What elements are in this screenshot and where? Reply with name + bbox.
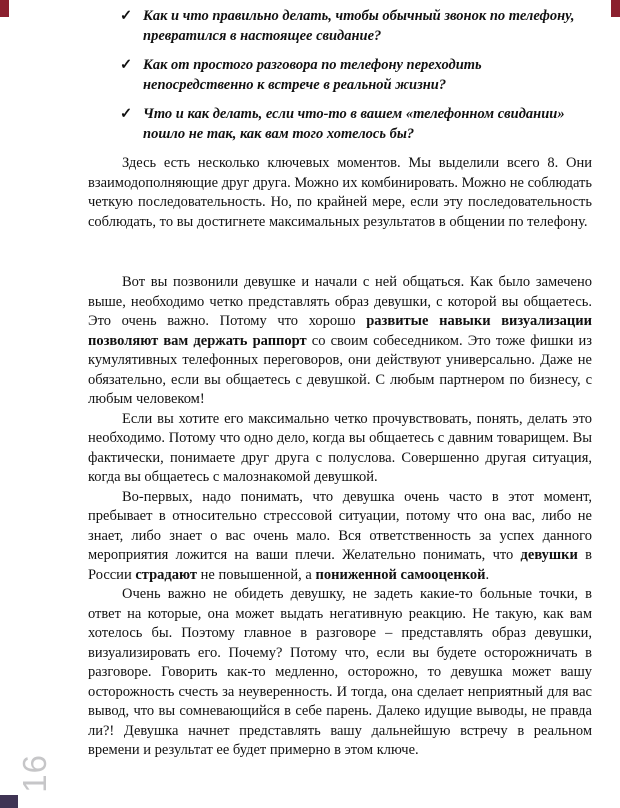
text-run: со своим собеседником. Это тоже фишки из кумулятивных телефонных переговоров, они действуют универсально. Даже не обязательно, если вы общаетесь с девушкой. С любым партнером по бизнесу, с любым человеком! [88, 332, 592, 407]
body-paragraph [88, 488, 592, 586]
body-paragraphs [88, 154, 592, 761]
checklist-item [120, 105, 588, 144]
body-paragraph [88, 273, 592, 410]
body-paragraph [88, 585, 592, 761]
body-paragraph [88, 410, 592, 488]
top-right-crop-mark [611, 0, 620, 17]
page-content [88, 7, 592, 761]
text-run: Здесь есть несколько ключевых моментов. Мы выделили всего 8. Они взаимодополняющие друг друга. Можно их комбинировать. Можно не соблюдать четкую последовательность. Но, по крайней мере, если эту последовательность соблюдать, то вы достигнете максимальных результатов в общении по телефону. [88, 155, 592, 230]
text-run: не повышенной, а [197, 566, 316, 583]
top-left-crop-mark [0, 0, 9, 17]
checklist [120, 7, 588, 144]
checklist-item [120, 7, 588, 46]
footer-square [0, 795, 18, 808]
page-number: 16 [16, 754, 53, 793]
checklist-item-text: Как от простого разговора по телефону переходить непосредственно к встрече в реальной жизни? [143, 57, 482, 93]
text-run: пониженной самооценкой [315, 566, 486, 583]
text-run: страдают [135, 566, 197, 583]
text-run: . [485, 566, 490, 583]
body-paragraph [88, 154, 592, 232]
text-run: в России [88, 547, 592, 583]
checklist-item [120, 56, 588, 95]
checkmark-icon: ✓ [120, 57, 133, 73]
checklist-item-text: Что и как делать, если что-то в вашем «телефонном свидании» пошло не так, как вам того хотелось бы? [143, 106, 565, 142]
checklist-item-text: Как и что правильно делать, чтобы обычный звонок по телефону, превратился в настоящее свидание? [143, 8, 575, 44]
text-run: Во-первых, надо понимать, что девушка очень часто в этот момент, пребывает в относительно стрессовой ситуации, потому что она вас, либо не знает, либо знает о вас очень мало. Вся ответственность за успех данного мероприятия ложится на ваши плечи. Желательно понимать, что [88, 488, 592, 563]
text-run: Очень важно не обидеть девушку, не задеть какие-то больные точки, в ответ на которые, она может выдать негативную реакцию. Не такую, как вам хотелось бы. Поэтому главное в разговоре – представлять образ девушки, визуализировать его. Почему? Потому что, если вы будете осторожничать в разговоре. Говорить как-то медленно, осторожно, то девушка может вашу осторожность счесть за неуверенность. И тогда, она сделает неприятный для вас вывод, что вы сомневающийся в себе парень. Далеко идущие выводы, не правда ли?! Девушка начнет представлять вашу дальнейшую встречу в реальном времени и результат ее будет примерно в этом ключе. [88, 586, 592, 758]
text-run: девушки [520, 547, 578, 563]
checkmark-icon: ✓ [120, 106, 133, 122]
checkmark-icon: ✓ [120, 8, 133, 24]
text-run: Вот вы позвонили девушке и начали с ней общаться. Как было замечено выше, необходимо четко представлять образ девушки, с которой вы общаетесь. Это очень важно. Потому что хорошо [88, 274, 592, 329]
text-run: Если вы хотите его максимально четко прочувствовать, понять, делать это необходимо. Потому что одно дело, когда вы общаетесь с давним товарищем. Вы фактически, понимаете друг друга с полуслова. Совершенно другая ситуация, когда вы общаетесь с малознакомой девушкой. [88, 410, 592, 485]
text-run: развитые навыки визуализации позволяют вам держать раппорт [88, 313, 592, 349]
